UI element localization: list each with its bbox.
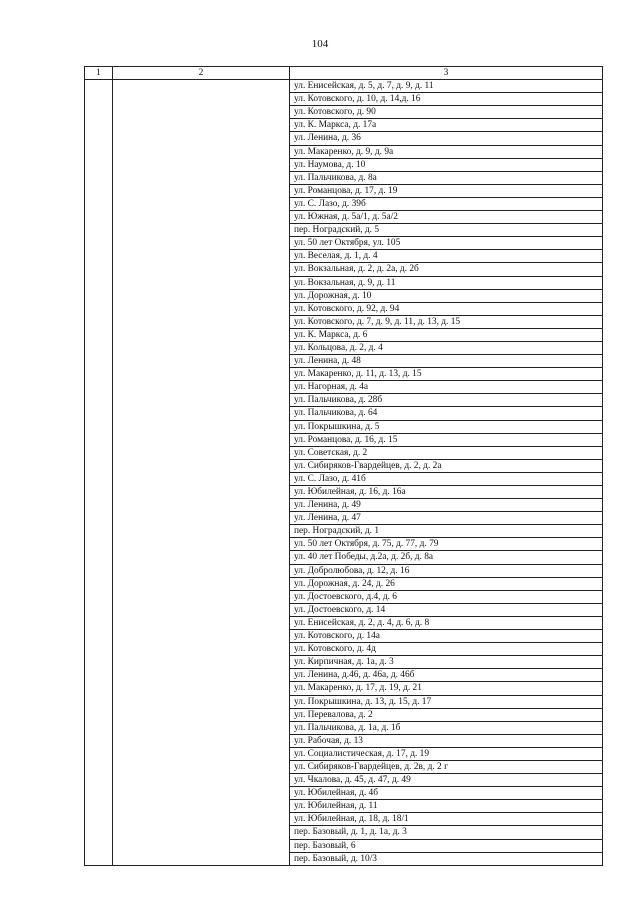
address-cell: ул. Ленина, д. 47 [290,512,603,525]
address-cell: ул. Перевалова, д. 2 [290,708,603,721]
address-cell: ул. Макаренко, д. 11, д. 13, д. 15 [290,368,603,381]
column-header-3: 3 [290,67,603,80]
address-cell: ул. Добролюбова, д. 12, д. 16 [290,564,603,577]
address-cell: ул. Покрышкина, д. 13, д. 15, д. 17 [290,695,603,708]
address-cell: ул. Социалистическая, д. 17, д. 19 [290,747,603,760]
address-cell: ул. Юбилейная, д. 16, д. 16а [290,486,603,499]
column-2-cell [113,80,290,866]
address-cell: ул. Юбилейная, д. 11 [290,800,603,813]
address-cell: ул. Романцова, д. 17, д. 19 [290,184,603,197]
address-cell: ул. Пальчикова, д. 1а, д. 1б [290,721,603,734]
address-cell: ул. Чкалова, д. 45, д. 47, д. 49 [290,774,603,787]
address-cell: пер. Базовый, д. 1, д. 1а, д. 3 [290,826,603,839]
address-cell: ул. Вокзальная, д. 9, д. 11 [290,276,603,289]
address-cell: ул. Енисейская, д. 2, д. 4, д. 6, д. 8 [290,616,603,629]
address-cell: ул. Нагорная, д. 4а [290,381,603,394]
table-header-row [85,67,603,80]
address-cell: ул. Кирпичная, д. 1а, д. 3 [290,656,603,669]
address-cell: ул. Сибиряков-Гвардейцев, д. 2в, д. 2 г [290,760,603,773]
address-cell: ул. Кольцова, д. 2, д. 4 [290,341,603,354]
address-cell: ул. Котовского, д. 90 [290,106,603,119]
address-cell: ул. Макаренко, д. 17, д. 19, д. 21 [290,682,603,695]
address-cell: ул. Котовского, д. 14а [290,630,603,643]
address-cell: ул. Ленина, д.46, д. 46а, д. 46б [290,669,603,682]
address-cell: ул. 40 лет Победы, д.2а, д. 2б, д. 8а [290,551,603,564]
column-header-2: 2 [113,67,290,80]
address-cell: ул. Сибиряков-Гвардейцев, д. 2, д. 2а [290,459,603,472]
address-cell: ул. Котовского, д. 92, д. 94 [290,302,603,315]
address-cell: ул. Котовского, д. 10, д. 14,д. 16 [290,93,603,106]
address-cell: ул. Ленина, д. 48 [290,355,603,368]
address-cell: ул. Рабочая, д. 13 [290,734,603,747]
address-cell: ул. Юбилейная, д. 4б [290,787,603,800]
column-1-cell [85,80,113,866]
address-cell: ул. Вокзальная, д. 2, д. 2а, д. 2б [290,263,603,276]
address-cell: ул. Наумова, д. 10 [290,158,603,171]
address-cell: пер. Базовый, 6 [290,839,603,852]
address-cell: ул. Романцова, д. 16, д. 15 [290,433,603,446]
address-table [84,66,603,866]
address-cell: ул. Достоевского, д.4, д. 6 [290,590,603,603]
address-cell: ул. Покрышкина, д. 5 [290,420,603,433]
address-cell: ул. 50 лет Октября, д. 75, д. 77, д. 79 [290,538,603,551]
address-cell: ул. С. Лазо, д. 41б [290,472,603,485]
address-cell: ул. Ленина, д. 49 [290,499,603,512]
address-cell: ул. Пальчикова, д. 28б [290,394,603,407]
address-cell: ул. Веселая, д. 1, д. 4 [290,250,603,263]
address-cell: пер. Ноградский, д. 5 [290,224,603,237]
address-cell: ул. Пальчикова, д. 64 [290,407,603,420]
column-header-1: 1 [85,67,113,80]
address-cell: пер. Ноградский, д. 1 [290,525,603,538]
table-body [85,80,603,866]
address-cell: ул. Южная, д. 5а/1, д. 5а/2 [290,211,603,224]
address-cell: ул. Юбилейная, д. 18, д. 18/1 [290,813,603,826]
address-cell: ул. Енисейская, д. 5, д. 7, д. 9, д. 11 [290,80,603,93]
address-cell: ул. Достоевского, д. 14 [290,603,603,616]
address-cell: пер. Базовый, д. 10/3 [290,852,603,865]
address-cell: ул. 50 лет Октября, ул. 105 [290,237,603,250]
address-cell: ул. Котовского, д. 4д [290,643,603,656]
address-cell: ул. К. Маркса, д. 6 [290,328,603,341]
address-cell: ул. К. Маркса, д. 17а [290,119,603,132]
address-cell: ул. Пальчикова, д. 8а [290,171,603,184]
page-number: 104 [311,38,329,50]
table-row [85,80,603,93]
address-cell: ул. Ленина, д. 36 [290,132,603,145]
address-cell: ул. Советская, д. 2 [290,446,603,459]
address-cell: ул. С. Лазо, д. 39б [290,197,603,210]
address-cell: ул. Дорожная, д. 10 [290,289,603,302]
address-cell: ул. Макаренко, д. 9, д. 9а [290,145,603,158]
address-cell: ул. Котовского, д. 7, д. 9, д. 11, д. 13, д. 15 [290,315,603,328]
address-cell: ул. Дорожная, д. 24, д. 26 [290,577,603,590]
